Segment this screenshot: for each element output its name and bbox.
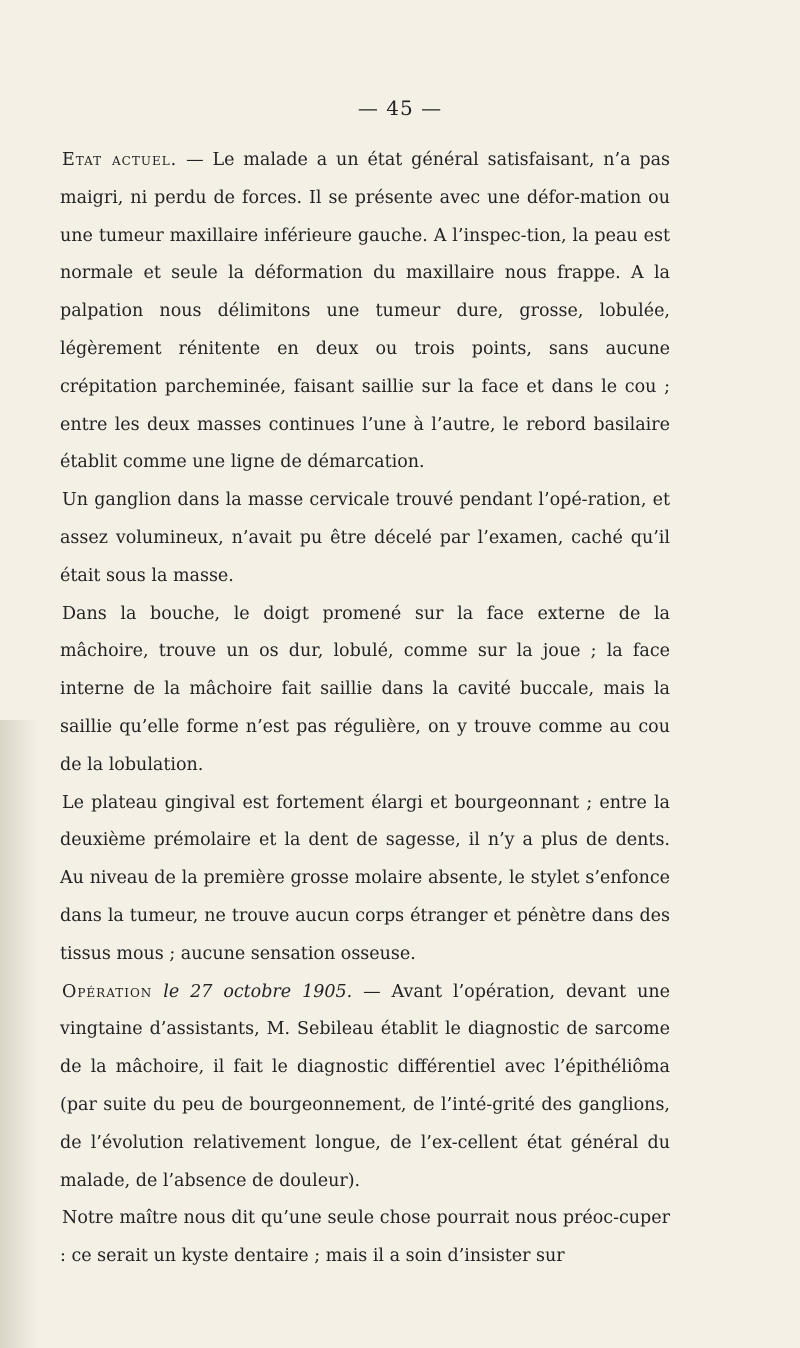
paragraph-text: Notre maître nous dit qu’une seule chose pourrait nous préoc-cuper : ce serait un kyste dentaire ; mais il a soin d’insister sur: [60, 1208, 670, 1267]
section-lead-operation: Opération: [62, 981, 153, 1002]
paragraph-text: — Le malade a un état général satisfaisant, n’a pas maigri, ni perdu de forces. Il se présente avec une défor-mation ou une tumeur maxillaire inférieure gauche. A l’inspec-tion, la peau est normale et seule la déformation du maxillaire nous frappe. A la palpation nous délimitons une tumeur dure, grosse, lobulée, légèrement rénitente en deux ou trois points, sans aucune crépitation parcheminée, faisant saillie sur la face et dans le cou ; entre les deux masses continues l’une à l’autre, le rebord basilaire établit comme une ligne de démarcation.: [60, 150, 670, 473]
paragraph-text: — Avant l’opération, devant une vingtaine d’assistants, M. Sebileau établit le diagnostic de sarcome de la mâchoire, il fait le diagnostic différentiel avec l’épithéliôma (par suite du peu de bourgeonnement, de l’inté-grité des ganglions, de l’évolution relativement longue, de l’ex-cellent état général du malade, de l’absence de douleur).: [60, 981, 670, 1191]
page-number: — 45 —: [357, 96, 443, 120]
page-edge-shadow: [0, 720, 38, 1348]
section-lead-etat-actuel: Etat actuel.: [62, 150, 178, 170]
paragraph-etat-actuel: [60, 142, 670, 482]
paragraph-text: Un ganglion dans la masse cervicale trouvé pendant l’opé-ration, et assez volumineux, n’avait pu être décelé par l’examen, caché qu’il était sous la masse.: [60, 490, 670, 586]
body-text: [60, 142, 670, 1276]
paragraph-plateau-gingival: [60, 785, 670, 974]
paragraph-operation: [60, 974, 670, 1201]
paragraph-text: Dans la bouche, le doigt promené sur la face externe de la mâchoire, trouve un os dur, lobulé, comme sur la joue ; la face interne de la mâchoire fait saillie dans la cavité buccale, mais la saillie qu’elle forme n’est pas régulière, on y trouve comme au cou de la lobulation.: [60, 603, 670, 775]
paragraph-bouche: [60, 596, 670, 785]
operation-date: le 27 octobre 1905.: [152, 981, 353, 1002]
paragraph-notre-maitre: [60, 1200, 670, 1276]
paragraph-text: Le plateau gingival est fortement élargi et bourgeonnant ; entre la deuxième prémolaire et la dent de sagesse, il n’y a plus de dents. Au niveau de la première grosse molaire absente, le stylet s’enfonce dans la tumeur, ne trouve aucun corps étranger et pénètre dans des tissus mous ; aucune sensation osseuse.: [60, 792, 670, 964]
paragraph-ganglion: [60, 482, 670, 595]
